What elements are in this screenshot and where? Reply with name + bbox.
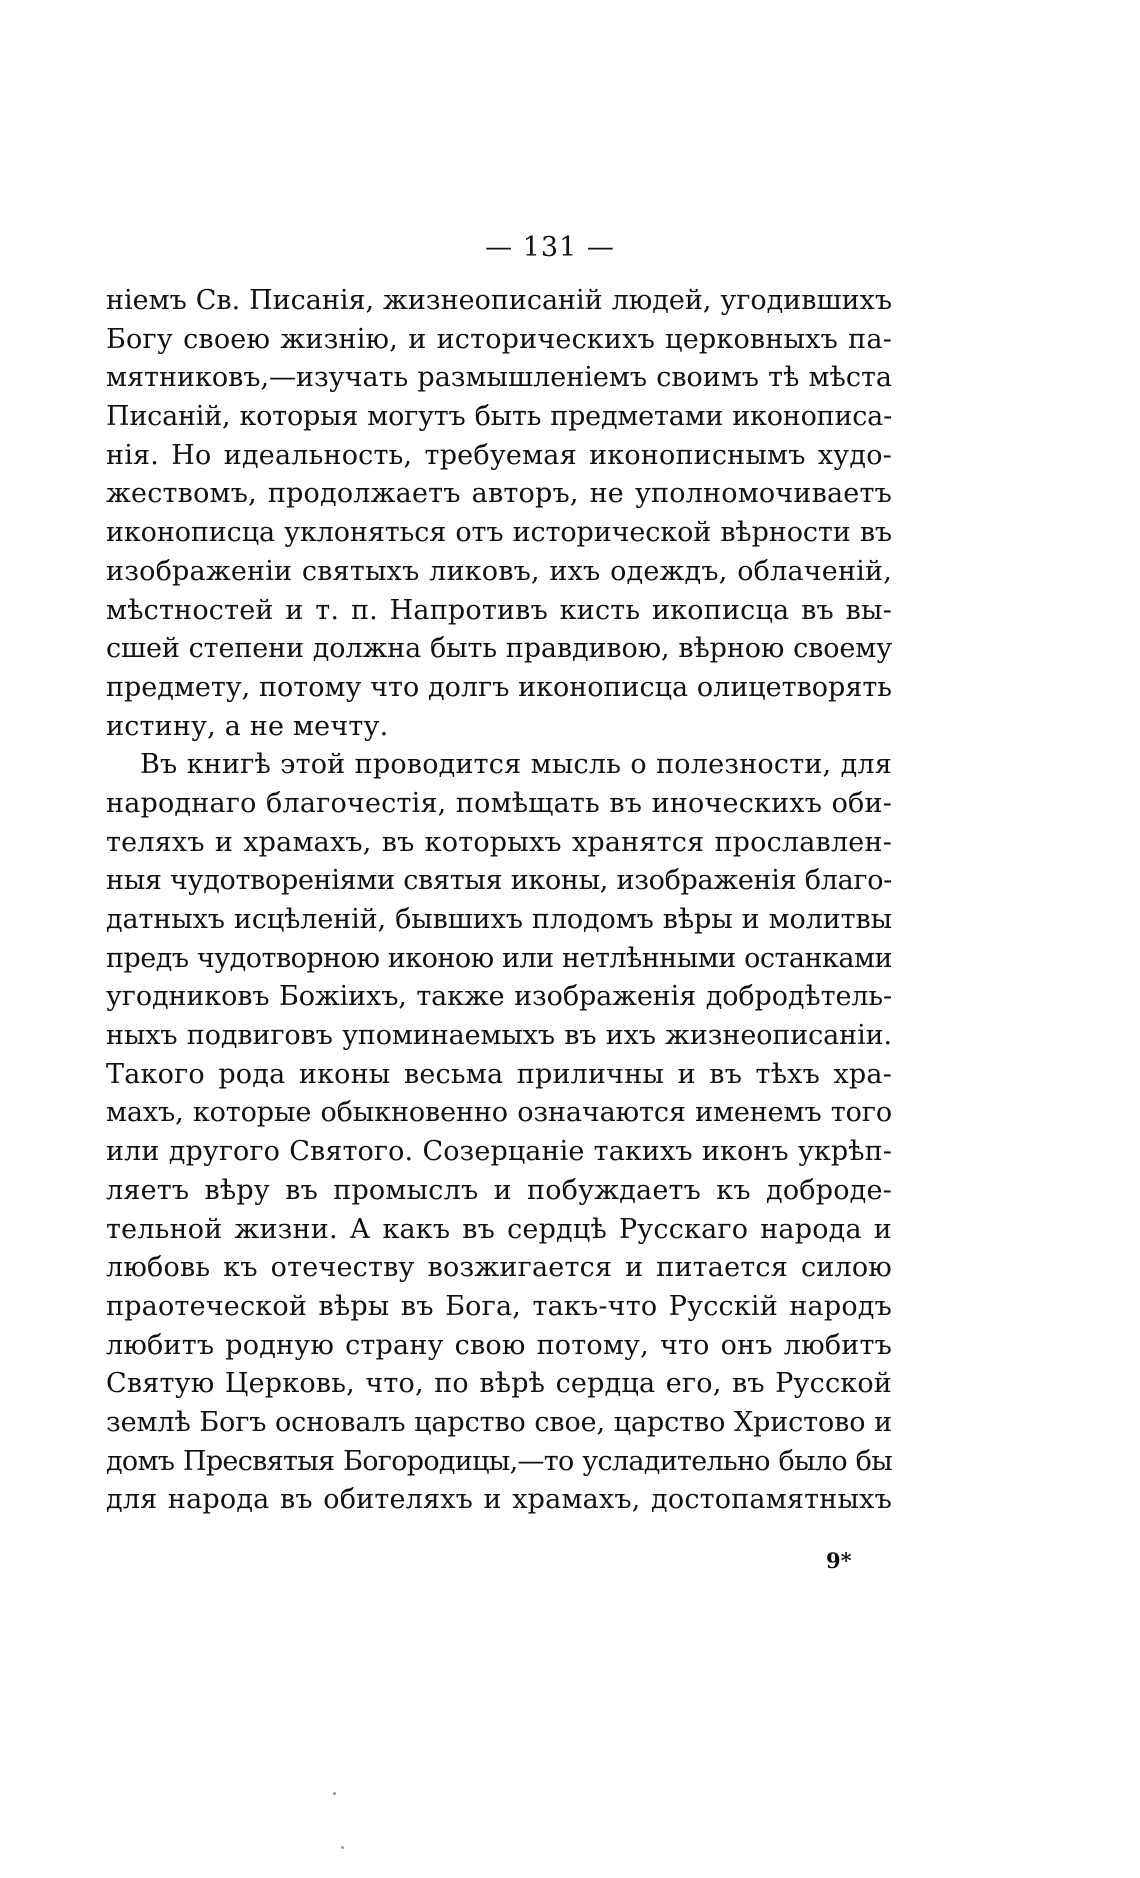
body-text: [106, 282, 892, 1520]
text-line: изображеніи святыхъ ликовъ, ихъ одеждъ, облаченій,: [106, 555, 892, 587]
page-number: — 131 —: [485, 232, 615, 263]
text-line: нія. Но идеальность, требуемая иконописнымъ худо-: [106, 439, 892, 471]
text-line: Писаній, которыя могутъ быть предметами иконописа-: [106, 401, 892, 433]
text-line: жествомъ, продолжаетъ авторъ, не уполномочиваетъ: [106, 478, 892, 510]
text-line: ніемъ Св. Писанія, жизнеописаній людей, угодившихъ: [106, 285, 892, 316]
text-line: мѣстностей и т. п. Напротивъ кисть икописца въ вы-: [106, 594, 892, 626]
text-line: землѣ Богъ основалъ царство свое, царство Христово и: [106, 1406, 892, 1438]
text-line: ныхъ подвиговъ упоминаемыхъ въ ихъ жизнеописаніи.: [106, 1020, 892, 1052]
text-line: датныхъ исцѣленій, бывшихъ плодомъ вѣры и молитвы: [106, 904, 892, 935]
text-line: истину, а не мечту.: [106, 710, 389, 742]
text-line: домъ Пресвятыя Богородицы,—то усладительно было бы: [106, 1445, 892, 1477]
text-line: мятниковъ,—изучать размышленіемъ своимъ тѣ мѣста: [106, 362, 892, 394]
text-line: иконописца уклоняться отъ исторической вѣрности въ: [106, 517, 892, 549]
text-line: предмету, потому что долгъ иконописца олицетворять: [106, 671, 892, 703]
scan-speck: [333, 1792, 336, 1795]
text-line: или другого Святого. Созерцаніе такихъ иконъ укрѣп-: [106, 1136, 892, 1168]
text-line: махъ, которые обыкновенно означаются именемъ того: [106, 1097, 892, 1129]
text-line: праотеческой вѣры въ Бога, такъ-что Русскій народъ: [106, 1290, 892, 1322]
text-line: угодниковъ Божіихъ, также изображенія добродѣтель-: [106, 981, 892, 1013]
text-line: тельной жизни. А какъ въ сердцѣ Русскаго народа и: [106, 1213, 892, 1245]
text-line: любовь къ отечеству возжигается и питается силою: [106, 1252, 892, 1284]
paragraph-2: [106, 746, 892, 1520]
signature-mark: 9*: [826, 1548, 852, 1573]
text-line: Такого рода иконы весьма приличны и въ тѣхъ хра-: [106, 1058, 892, 1090]
text-line: Богу своею жизнію, и историческихъ церковныхъ па-: [106, 323, 892, 355]
text-line: любитъ родную страну свою потому, что онъ любитъ: [106, 1329, 892, 1361]
text-line: Святую Церковь, что, по вѣрѣ сердца его, въ Русской: [106, 1368, 892, 1400]
text-line: ляетъ вѣру въ промыслъ и побуждаетъ къ доброде-: [106, 1174, 892, 1206]
text-line: для народа въ обителяхъ и храмахъ, достопамятныхъ: [106, 1484, 892, 1516]
text-line: предъ чудотворною иконою или нетлѣнными останками: [106, 942, 892, 974]
text-line: ныя чудотвореніями святыя иконы, изображенія благо-: [106, 865, 892, 897]
paragraph-1: [106, 282, 892, 746]
text-line: теляхъ и храмахъ, въ которыхъ хранятся прославлен-: [106, 826, 892, 858]
text-line: народнаго благочестія, помѣщать въ иноческихъ оби-: [106, 787, 892, 819]
text-line: Въ книгѣ этой проводится мысль о полезности, для: [140, 749, 892, 781]
text-line: сшей степени должна быть правдивою, вѣрною своему: [106, 633, 892, 665]
scan-speck: [341, 1846, 344, 1849]
